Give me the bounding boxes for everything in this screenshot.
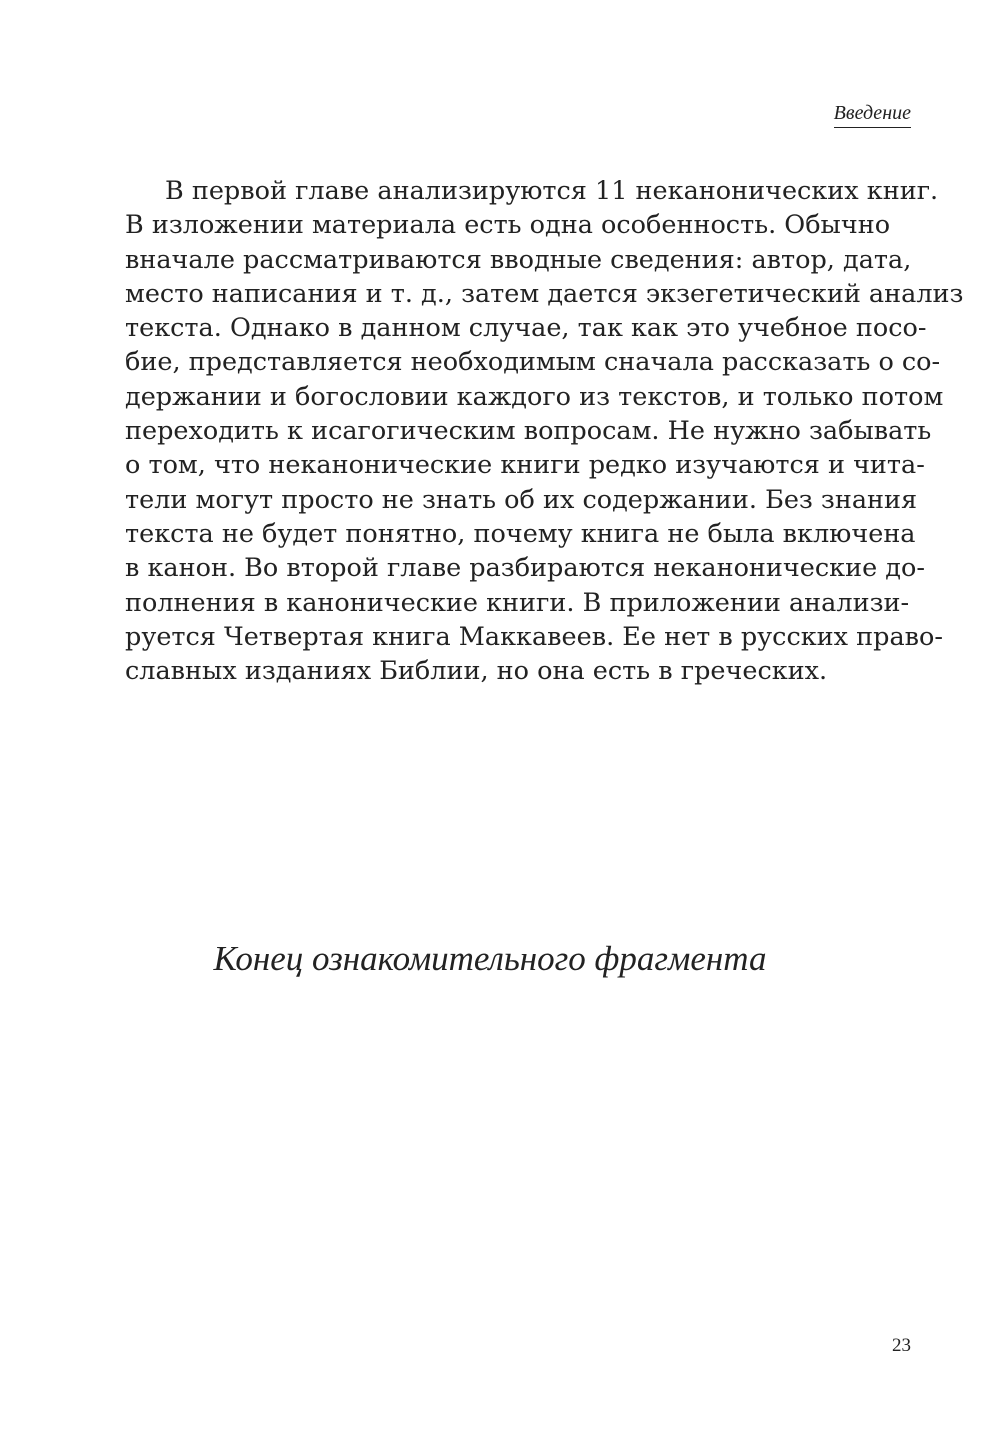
text-line: держании и богословии каждого из текстов, и только потом xyxy=(125,381,944,412)
end-of-fragment-note: Конец ознакомительного фрагмента xyxy=(213,939,767,978)
text-line: в канон. Во второй главе разбираются неканонические до- xyxy=(125,553,925,584)
text-line: полнения в канонические книги. В приложении анализи- xyxy=(125,587,910,618)
text-line: руется Четвертая книга Маккавеев. Ее нет в русских право- xyxy=(125,621,944,652)
text-line: место написания и т. д., затем дается экзегетический анализ xyxy=(125,278,964,309)
text-line: тели могут просто не знать об их содержании. Без знания xyxy=(125,484,918,515)
text-line: бие, представляется необходимым сначала рассказать о со- xyxy=(125,347,941,378)
text-line: текста не будет понятно, почему книга не была включена xyxy=(125,518,916,549)
running-header: Введение xyxy=(834,100,911,128)
text-line: В первой главе анализируются 11 неканонических книг. xyxy=(165,176,939,206)
body-paragraph xyxy=(125,174,964,688)
text-line: переходить к исагогическим вопросам. Не нужно забывать xyxy=(125,416,932,447)
text-line: вначале рассматриваются вводные сведения: автор, дата, xyxy=(125,244,912,275)
page-number: 23 xyxy=(892,1335,911,1356)
text-line: текста. Однако в данном случае, так как это учебное посо- xyxy=(125,313,927,344)
text-line: о том, что неканонические книги редко изучаются и чита- xyxy=(125,450,925,481)
text-line: славных изданиях Библии, но она есть в греческих. xyxy=(125,656,828,687)
text-line: В изложении материала есть одна особенность. Обычно xyxy=(125,210,891,241)
